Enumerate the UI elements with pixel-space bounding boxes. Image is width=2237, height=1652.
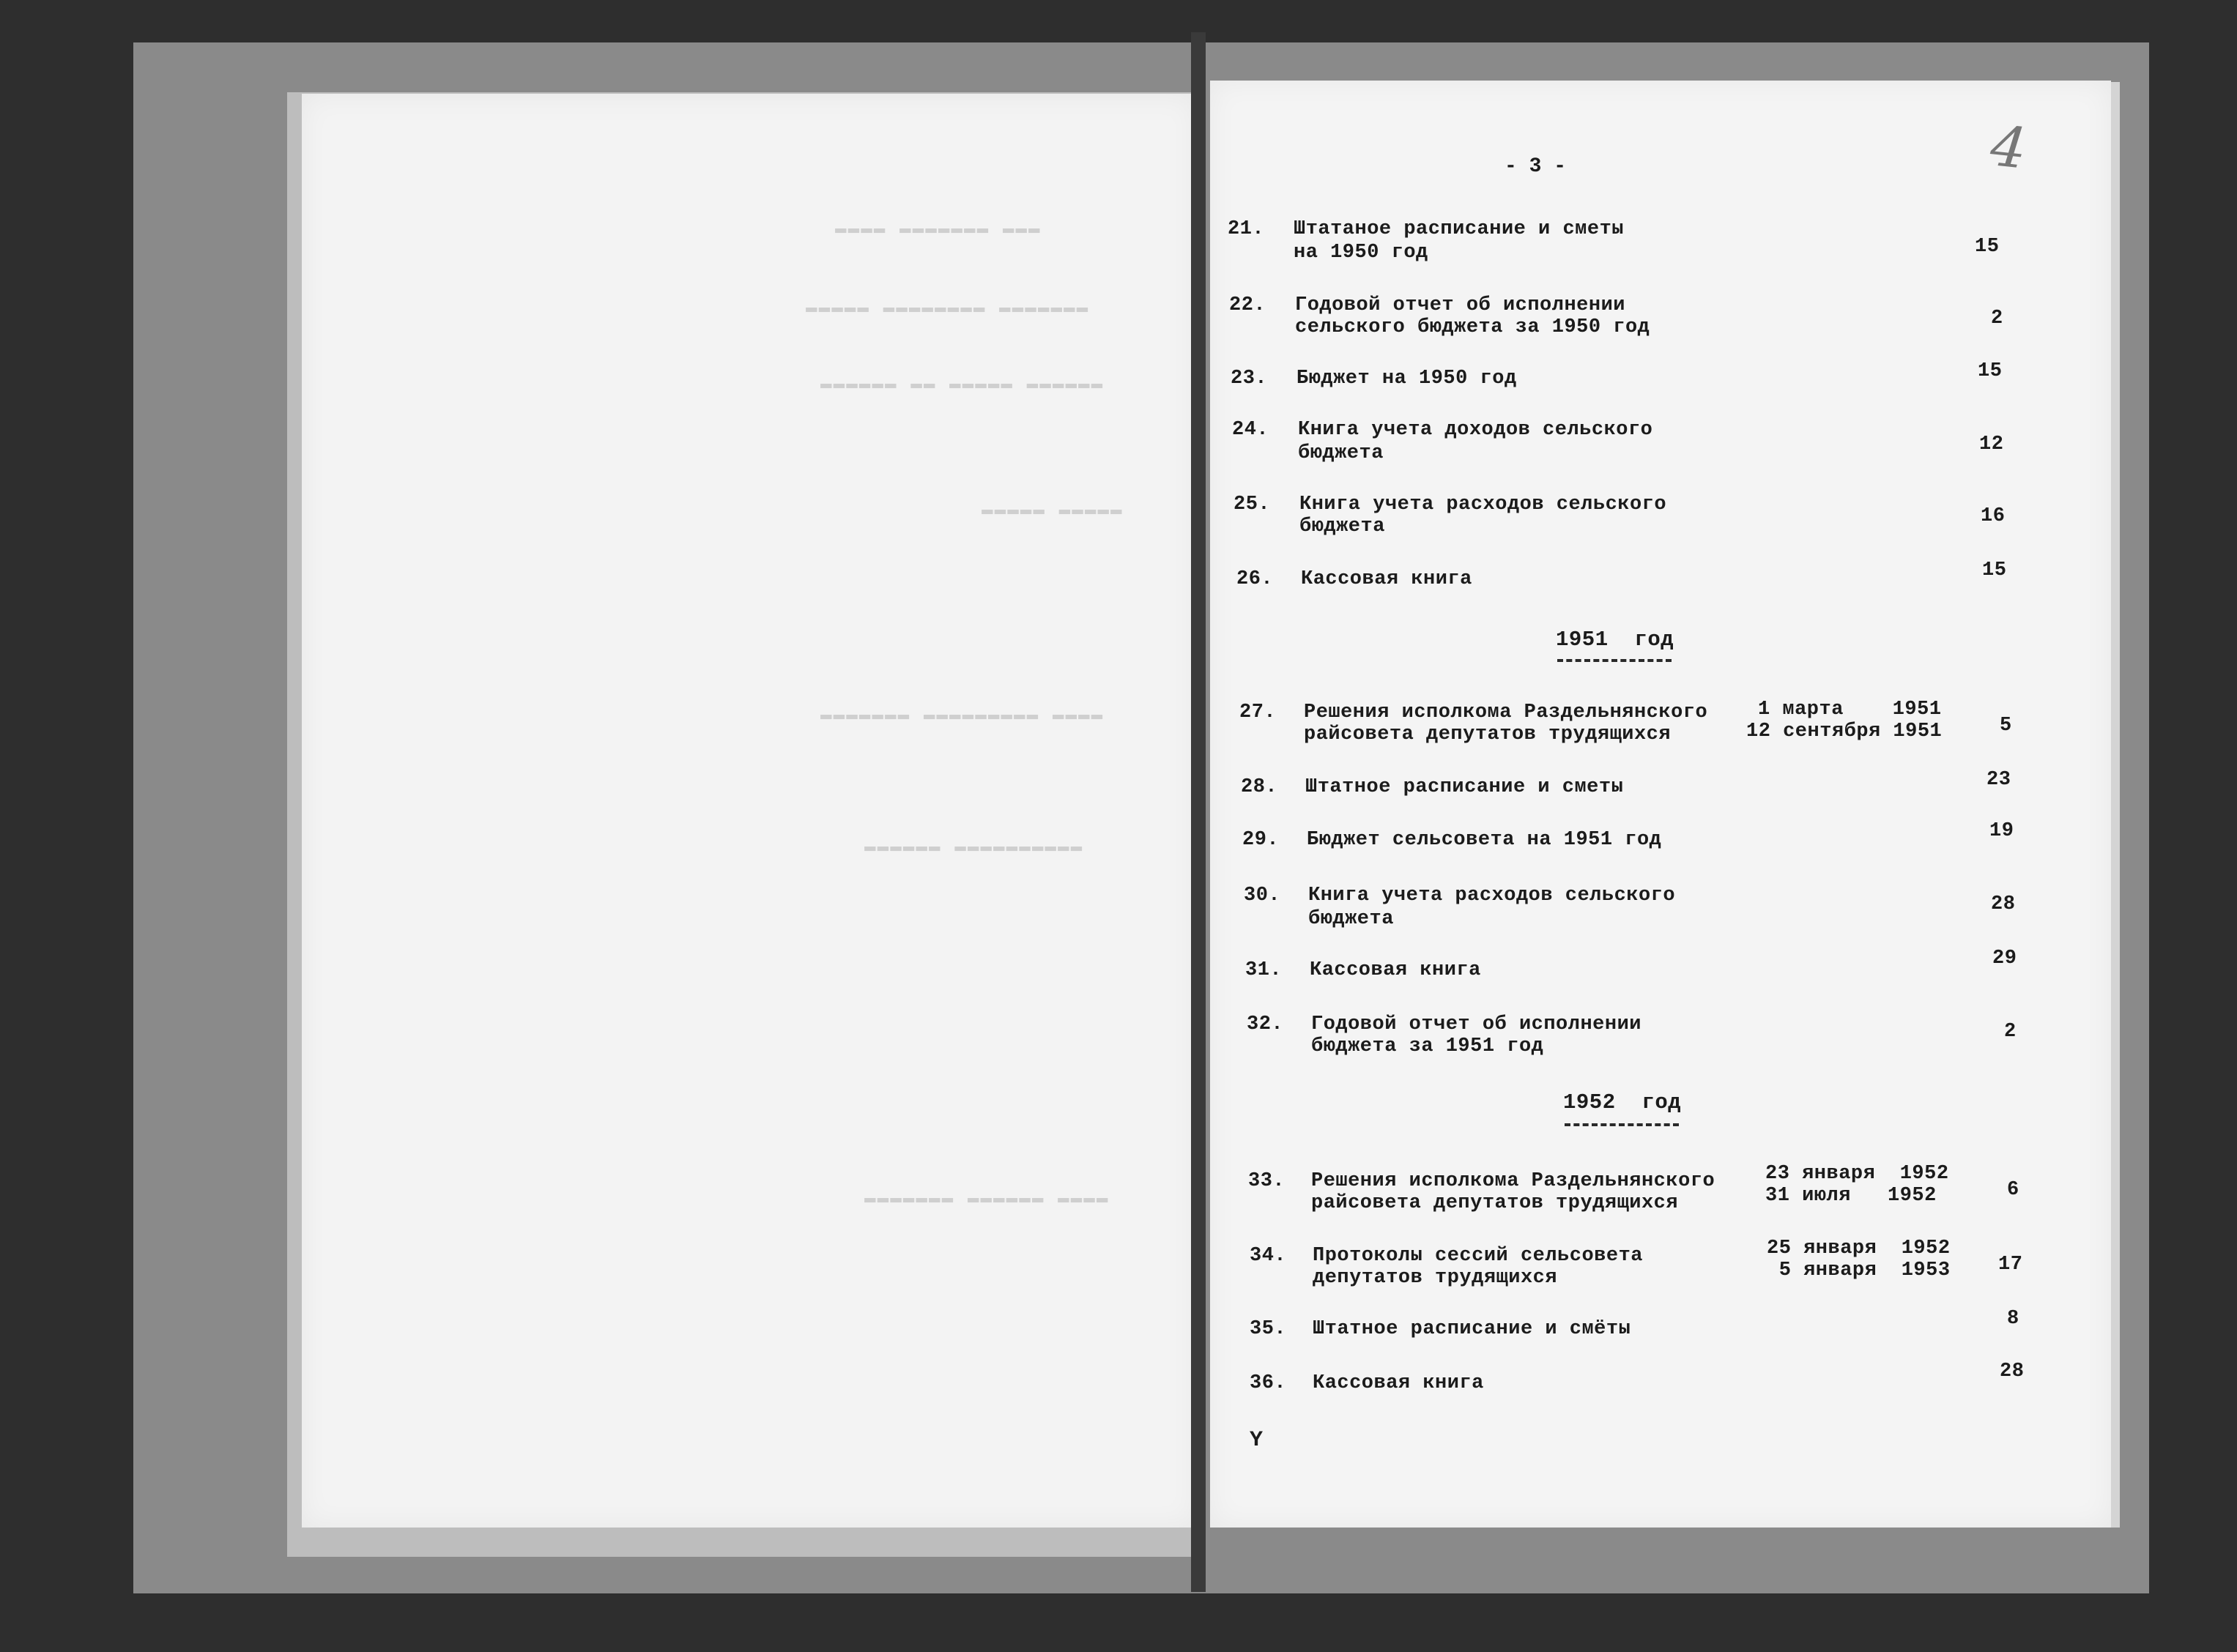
entry-pages: 19 bbox=[1989, 820, 2014, 842]
entry-title-line: Решения исполкома Раздельнянского bbox=[1304, 702, 1708, 723]
bleed-through: ▬▬▬▬▬▬▬ ▬▬▬▬▬▬▬▬▬ ▬▬▬▬ bbox=[820, 704, 1105, 726]
entry-pages: 28 bbox=[1991, 893, 2016, 915]
entry-pages: 16 bbox=[1981, 505, 2006, 527]
entry-number: 25. bbox=[1233, 494, 1271, 516]
entry-pages: 29 bbox=[1992, 948, 2017, 970]
entry-pages: 15 bbox=[1975, 236, 2000, 258]
entry-date: 25 января 1952 bbox=[1767, 1238, 1951, 1260]
entry-number: 29. bbox=[1242, 829, 1280, 851]
entry-title-line: Бюджет сельсовета на 1951 год bbox=[1307, 829, 1662, 851]
entry-number: 23. bbox=[1231, 368, 1268, 390]
entry-pages: 28 bbox=[2000, 1361, 2025, 1383]
year-heading: 1952 год bbox=[1563, 1090, 1682, 1115]
entry-number: 32. bbox=[1247, 1013, 1284, 1035]
entry-title-line: бюджета bbox=[1299, 516, 1385, 537]
entry-title-line: бюджета bbox=[1308, 908, 1394, 930]
year-heading-underline bbox=[1565, 1123, 1679, 1126]
entry-number: 35. bbox=[1250, 1318, 1287, 1340]
book-gutter bbox=[1191, 32, 1206, 1592]
handwritten-folio-mark: 4 bbox=[1987, 113, 2030, 182]
entry-title-line: Протоколы сессий сельсовета bbox=[1313, 1245, 1643, 1267]
entry-title-line: сельского бюджета за 1950 год bbox=[1295, 316, 1650, 338]
bleed-through: ▬▬▬▬ ▬▬▬▬▬▬▬ ▬▬▬ bbox=[835, 217, 1042, 239]
entry-pages: 15 bbox=[1982, 559, 2007, 581]
right-page-edge bbox=[2110, 82, 2120, 1528]
entry-title-line: Книга учета расходов сельского bbox=[1308, 885, 1676, 907]
entry-title-line: Решения исполкома Раздельнянского bbox=[1311, 1170, 1715, 1192]
entry-number: 24. bbox=[1232, 419, 1269, 441]
entry-title-line: на 1950 год bbox=[1294, 242, 1428, 264]
entry-title-line: Кассовая книга bbox=[1301, 568, 1472, 590]
entry-title-line: Бюджет на 1950 год bbox=[1296, 368, 1517, 390]
entry-title-line: депутатов трудящихся bbox=[1313, 1267, 1558, 1289]
entry-pages: 15 bbox=[1978, 360, 2003, 382]
entry-date: 31 июля 1952 bbox=[1765, 1185, 1937, 1207]
year-heading-underline bbox=[1557, 659, 1672, 662]
entry-title-line: Годовой отчет об исполнении bbox=[1311, 1013, 1641, 1035]
entry-number: 22. bbox=[1229, 294, 1266, 316]
entry-title-line: Годовой отчет об исполнении bbox=[1295, 294, 1625, 316]
entry-date: 12 сентября 1951 bbox=[1746, 721, 1943, 743]
entry-number: 21. bbox=[1228, 218, 1265, 240]
entry-title-line: бюджета за 1951 год bbox=[1311, 1035, 1544, 1057]
entry-title-line: Кассовая книга bbox=[1310, 959, 1481, 981]
entry-date: 5 января 1953 bbox=[1767, 1260, 1951, 1281]
entry-title-line: Книга учета расходов сельского bbox=[1299, 494, 1667, 516]
entry-number: 28. bbox=[1241, 776, 1278, 798]
year-heading: 1951 год bbox=[1556, 628, 1674, 652]
entry-title-line: Штатное расписание и смёты bbox=[1313, 1318, 1631, 1340]
bleed-through: ▬▬▬▬▬ ▬▬▬▬▬ bbox=[982, 499, 1124, 521]
entry-title-line: Книга учета доходов сельского bbox=[1298, 419, 1653, 441]
entry-pages: 2 bbox=[2004, 1021, 2017, 1043]
entry-pages: 2 bbox=[1991, 308, 2003, 330]
entry-number: 33. bbox=[1248, 1170, 1286, 1192]
entry-pages: 6 bbox=[2007, 1179, 2019, 1201]
entry-pages: 8 bbox=[2007, 1308, 2019, 1330]
entry-date: 23 января 1952 bbox=[1765, 1163, 1949, 1185]
entry-title-line: бюджета bbox=[1298, 442, 1384, 464]
entry-number: 27. bbox=[1239, 702, 1277, 723]
entry-title-line: Кассовая книга bbox=[1313, 1372, 1484, 1394]
footer-mark: Y bbox=[1250, 1428, 1264, 1453]
bleed-through: ▬▬▬▬▬▬▬ ▬▬▬▬▬▬ ▬▬▬▬ bbox=[864, 1187, 1110, 1209]
entry-pages: 12 bbox=[1979, 434, 2004, 455]
bleed-through: ▬▬▬▬▬▬ ▬▬▬▬▬▬▬▬▬▬ bbox=[864, 836, 1084, 857]
entry-number: 26. bbox=[1236, 568, 1274, 590]
entry-date: 1 марта 1951 bbox=[1758, 699, 1942, 721]
entry-pages: 5 bbox=[2000, 715, 2012, 737]
entry-number: 36. bbox=[1250, 1372, 1287, 1394]
entry-title-line: райсовета депутатов трудящихся bbox=[1304, 723, 1672, 745]
entry-pages: 17 bbox=[1998, 1254, 2023, 1276]
bleed-through: ▬▬▬▬▬▬ ▬▬ ▬▬▬▬▬ ▬▬▬▬▬▬ bbox=[820, 373, 1105, 395]
entry-pages: 23 bbox=[1986, 769, 2011, 791]
entry-number: 34. bbox=[1250, 1245, 1287, 1267]
entry-number: 31. bbox=[1245, 959, 1283, 981]
page-number: - 3 - bbox=[1505, 155, 1567, 178]
entry-title-line: райсовета депутатов трудящихся bbox=[1311, 1192, 1679, 1214]
entry-number: 30. bbox=[1244, 885, 1281, 907]
entry-title-line: Штатаное расписание и сметы bbox=[1294, 218, 1624, 240]
bleed-through: ▬▬▬▬▬ ▬▬▬▬▬▬▬▬ ▬▬▬▬▬▬▬ bbox=[806, 297, 1090, 319]
entry-title-line: Штатное расписание и сметы bbox=[1305, 776, 1624, 798]
